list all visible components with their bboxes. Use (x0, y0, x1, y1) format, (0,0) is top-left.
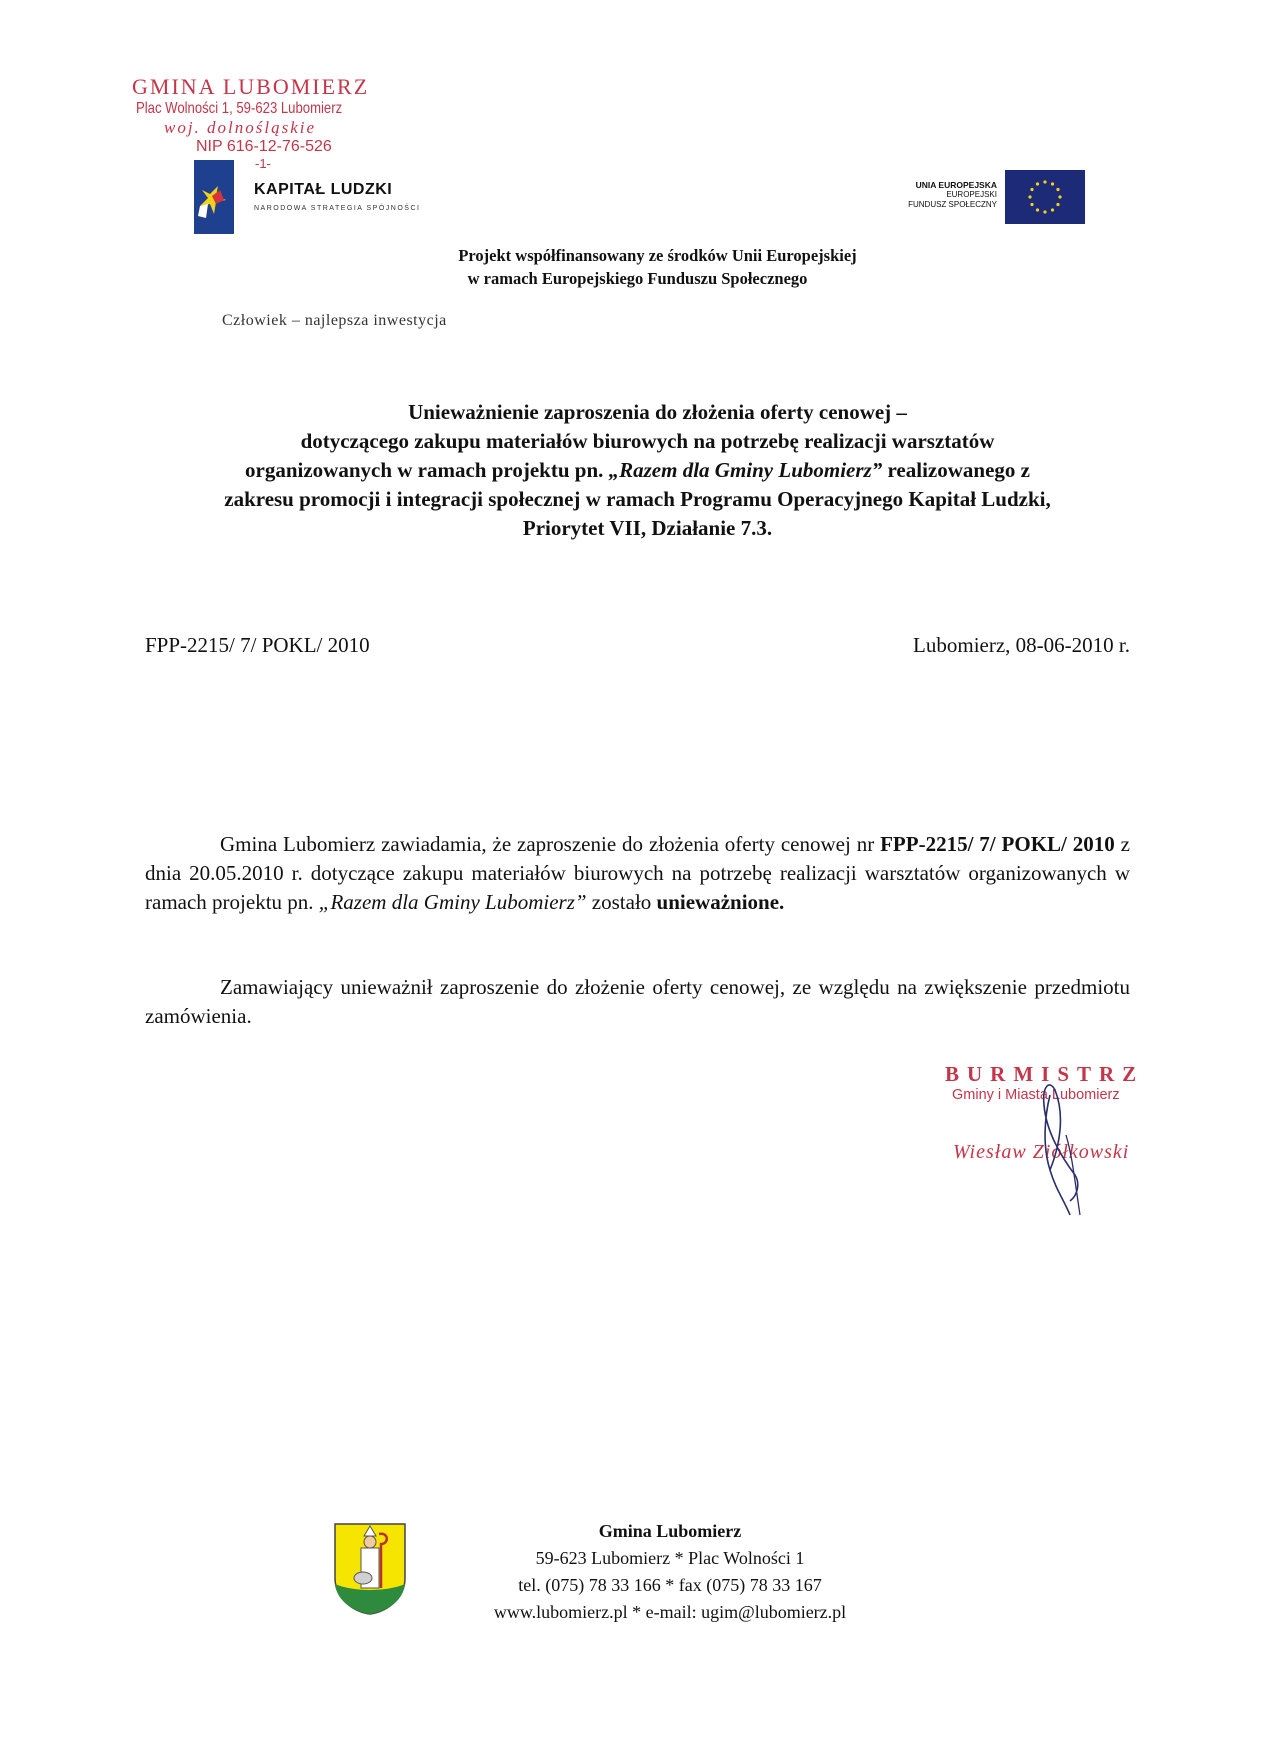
kapital-ludzki-emblem-icon (194, 160, 234, 234)
stamp-page: -1- (255, 156, 271, 171)
footer (420, 1518, 920, 1626)
eu-fund-label-1: EUROPEJSKI (946, 190, 997, 199)
eu-star-icon (1051, 208, 1054, 211)
title-line-3: organizowanych w ramach projektu pn. „Razem dla Gminy Lubomierz” realizowanego z (245, 458, 1030, 482)
title-project-name: „Razem dla Gminy Lubomierz” (608, 458, 883, 482)
footer-address: 59-623 Lubomierz * Plac Wolności 1 (535, 1548, 805, 1568)
eu-union-label: UNIA EUROPEJSKA (915, 180, 997, 190)
eu-star-icon (1036, 208, 1039, 211)
footer-name: Gmina Lubomierz (598, 1521, 742, 1541)
body-paragraph-1: Gmina Lubomierz zawiadamia, że zaproszenie do złożenia oferty cenowej nr FPP-2215/ 7/ POKL/ 2010 z dnia 20.05.2010 r. dotyczące zakupu materiałów biurowych na potrzebę realizacji warsztatów organizowanych w ramach projektu pn. „Razem dla Gminy Lubomierz” zostało unieważnione. (145, 832, 1131, 914)
eu-star-icon (1058, 195, 1061, 198)
eu-star-icon (1051, 182, 1054, 185)
body-reference: FPP-2215/ 7/ POKL/ 2010 (880, 832, 1115, 856)
kapital-ludzki-logo (194, 160, 634, 234)
eu-fund-label-2: FUNDUSZ SPOŁECZNY (908, 200, 997, 209)
eu-star-icon (1030, 188, 1033, 191)
eu-star-icon (1043, 180, 1046, 183)
motto: Człowiek – najlepsza inwestycja (222, 312, 447, 329)
eu-flag-icon (1005, 170, 1085, 224)
stamp-nip: NIP 616-12-76-526 (196, 138, 332, 155)
kapital-ludzki-subtitle: NARODOWA STRATEGIA SPÓJNOŚCI (254, 205, 421, 212)
handwritten-signature-icon (1020, 1075, 1110, 1220)
cofinancing-notice (0, 244, 1275, 290)
eu-star-icon (1036, 182, 1039, 185)
eu-star-icon (1043, 210, 1046, 213)
cofinancing-line-2: w ramach Europejskiego Funduszu Społecznego (467, 269, 808, 288)
reference-number: FPP-2215/ 7/ POKL/ 2010 (145, 633, 370, 657)
body-project-name: „Razem dla Gminy Lubomierz” (318, 890, 587, 914)
title-line-4: zakresu promocji i integracji społecznej w ramach Programu Operacyjnego Kapitał Ludzki, (224, 487, 1051, 511)
mayor-name: Wiesław Ziółkowski (953, 1141, 1130, 1163)
place-and-date: Lubomierz, 08-06-2010 r. (913, 633, 1130, 657)
cofinancing-line-1: Projekt współfinansowany ze środków Unii Europejskiej (458, 246, 857, 265)
stamp-address: Plac Wolności 1, 59-623 Lubomierz (136, 100, 343, 117)
eu-star-icon (1056, 188, 1059, 191)
body-status: unieważnione. (656, 890, 785, 914)
eu-star-icon (1030, 203, 1033, 206)
footer-phone: tel. (075) 78 33 166 * fax (075) 78 33 167 (518, 1575, 822, 1595)
mayor-office: Gminy i Miasta Lubomierz (952, 1087, 1120, 1103)
mayor-title: BURMISTRZ (945, 1062, 1145, 1086)
municipality-stamp (132, 74, 387, 171)
kapital-ludzki-title: KAPITAŁ LUDZKI (254, 181, 393, 198)
body-paragraph-2: Zamawiający unieważnił zaproszenie do złożenie oferty cenowej, ze względu na zwiększenie przedmiotu zamówienia. (145, 975, 1130, 1028)
eu-star-icon (1056, 203, 1059, 206)
coat-of-arms-icon (333, 1522, 407, 1616)
eu-star-icon (1028, 195, 1031, 198)
footer-web: www.lubomierz.pl * e-mail: ugim@lubomierz.pl (493, 1602, 847, 1622)
stamp-voivodeship: woj. dolnośląskie (164, 118, 317, 137)
document-title (0, 398, 1275, 543)
stamp-name: GMINA LUBOMIERZ (132, 74, 370, 99)
eu-logo-text (908, 180, 997, 210)
title-line-2: dotyczącego zakupu materiałów biurowych na potrzebę realizacji warsztatów (300, 429, 995, 453)
title-line-5: Priorytet VII, Działanie 7.3. (522, 516, 773, 540)
title-line-1: Unieważnienie zaproszenia do złożenia oferty cenowej – (408, 400, 907, 424)
